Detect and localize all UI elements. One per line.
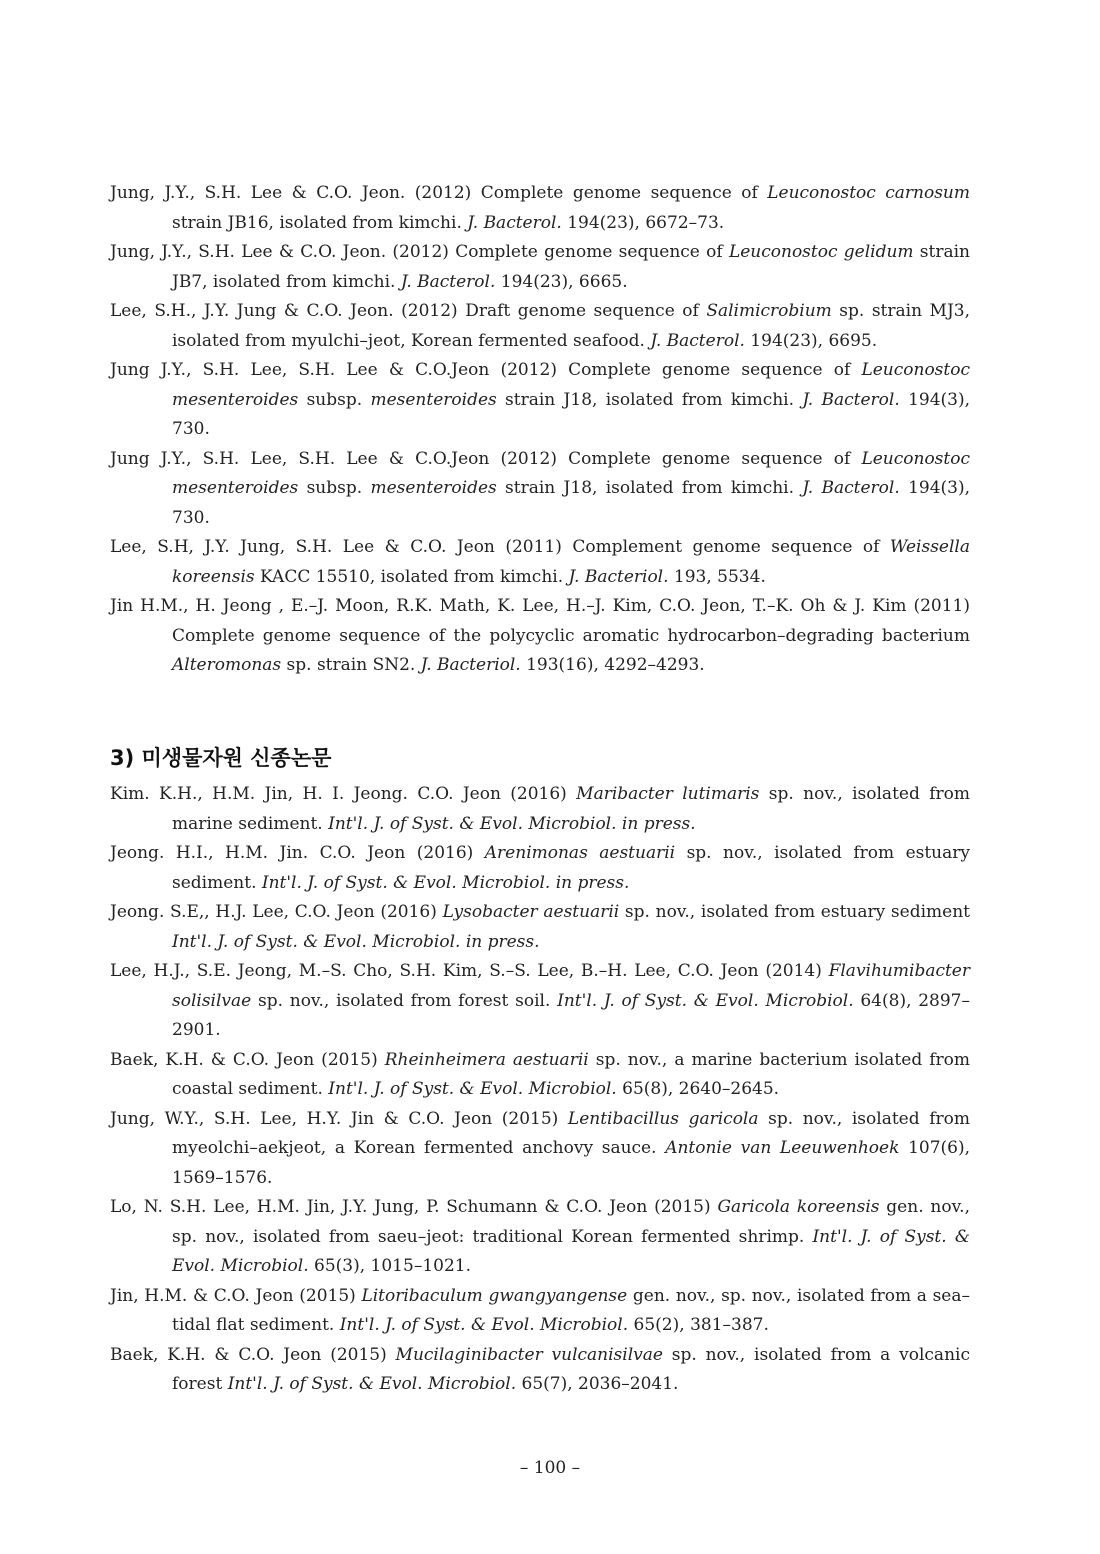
page-number: – 100 – <box>519 1458 581 1478</box>
reference-entry: Baek, K.H. & C.O. Jeon (2015) Mucilaginibacter vulcanisilvae sp. nov., isolated from a volcanic forest Int'l. J. of Syst. & Evol. Microbiol. 65(7), 2036–2041. <box>110 1344 970 1394</box>
reference-entry: Kim. K.H., H.M. Jin, H. I. Jeong. C.O. Jeon (2016) Maribacter lutimaris sp. nov., isolated from marine sediment. Int'l. J. of Syst. & Evol. Microbiol. in press. <box>110 784 970 834</box>
reference-entry: Baek, K.H. & C.O. Jeon (2015) Rheinheimera aestuarii sp. nov., a marine bacterium isolated from coastal sediment. Int'l. J. of Syst. & Evol. Microbiol. 65(8), 2640–2645. <box>110 1049 970 1099</box>
reference-entry: Lee, S.H., J.Y. Jung & C.O. Jeon. (2012) Draft genome sequence of Salimicrobium sp. strain MJ3, isolated from myulchi–jeot, Korean fermented seafood. J. Bacterol. 194(23), 6695. <box>110 301 970 351</box>
reference-entry: Jeong. S.E,, H.J. Lee, C.O. Jeon (2016) Lysobacter aestuarii sp. nov., isolated from estuary sediment Int'l. J. of Syst. & Evol. Microbiol. in press. <box>110 902 970 952</box>
genome-reference-list <box>110 179 970 681</box>
reference-entry: Jung, J.Y., S.H. Lee & C.O. Jeon. (2012) Complete genome sequence of Leuconostoc carnosum strain JB16, isolated from kimchi. J. Bacterol. 194(23), 6672–73. <box>110 183 970 233</box>
section-heading: 3) 미생물자원 신종논문 <box>110 746 332 770</box>
reference-entry: Lee, H.J., S.E. Jeong, M.–S. Cho, S.H. Kim, S.–S. Lee, B.–H. Lee, C.O. Jeon (2014) Flavihumibacter solisilvae sp. nov., isolated from forest soil. Int'l. J. of Syst. & Evol. Microbiol. 64(8), 2897–2901. <box>110 961 970 1040</box>
reference-entry: Jung, J.Y., S.H. Lee & C.O. Jeon. (2012) Complete genome sequence of Leuconostoc gelidum strain JB7, isolated from kimchi. J. Bacterol. 194(23), 6665. <box>110 242 970 292</box>
reference-entry: Lo, N. S.H. Lee, H.M. Jin, J.Y. Jung, P. Schumann & C.O. Jeon (2015) Garicola koreensis gen. nov., sp. nov., isolated from saeu–jeot: traditional Korean fermented shrimp. Int'l. J. of Syst. & Evol. Microbiol. 65(3), 1015–1021. <box>110 1197 970 1276</box>
reference-entry: Jeong. H.I., H.M. Jin. C.O. Jeon (2016) Arenimonas aestuarii sp. nov., isolated from estuary sediment. Int'l. J. of Syst. & Evol. Microbiol. in press. <box>110 843 970 893</box>
new-species-reference-list <box>110 780 970 1400</box>
reference-entry: Jin, H.M. & C.O. Jeon (2015) Litoribaculum gwangyangense gen. nov., sp. nov., isolated from a sea–tidal flat sediment. Int'l. J. of Syst. & Evol. Microbiol. 65(2), 381–387. <box>110 1285 971 1335</box>
reference-entry: Jung, W.Y., S.H. Lee, H.Y. Jin & C.O. Jeon (2015) Lentibacillus garicola sp. nov., isolated from myeolchi–aekjeot, a Korean fermented anchovy sauce. Antonie van Leeuwenhoek 107(6), 1569–1576. <box>110 1108 970 1188</box>
reference-entry: Jin H.M., H. Jeong , E.–J. Moon, R.K. Math, K. Lee, H.–J. Kim, C.O. Jeon, T.–K. Oh & J. Kim (2011) Complete genome sequence of the polycyclic aromatic hydrocarbon–degrading bacterium Alteromonas sp. strain SN2. J. Bacteriol. 193(16), 4292–4293. <box>110 596 970 675</box>
reference-entry: Jung J.Y., S.H. Lee, S.H. Lee & C.O.Jeon (2012) Complete genome sequence of Leuconostoc mesenteroides subsp. mesenteroides strain J18, isolated from kimchi. J. Bacterol. 194(3), 730. <box>110 448 971 528</box>
reference-entry: Jung J.Y., S.H. Lee, S.H. Lee & C.O.Jeon (2012) Complete genome sequence of Leuconostoc mesenteroides subsp. mesenteroides strain J18, isolated from kimchi. J. Bacterol. 194(3), 730. <box>110 360 971 439</box>
reference-entry: Lee, S.H, J.Y. Jung, S.H. Lee & C.O. Jeon (2011) Complement genome sequence of Weissella koreensis KACC 15510, isolated from kimchi. J. Bacteriol. 193, 5534. <box>110 537 970 587</box>
